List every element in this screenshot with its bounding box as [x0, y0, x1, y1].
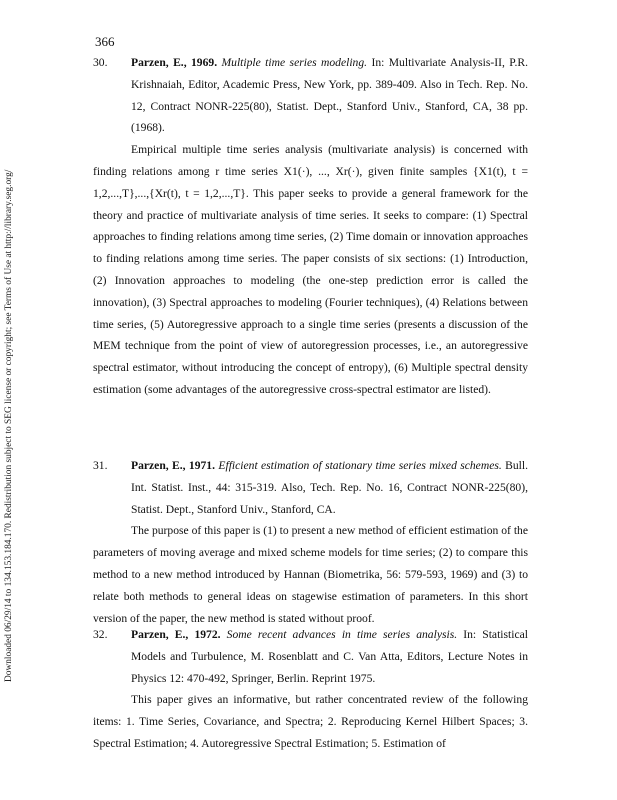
page-number: 366 [95, 34, 115, 49]
reference-abstract: This paper gives an informative, but rather concentrated review of the following items: 1. Time Series, Covariance, and Spectra; 2. Reproducing Kernel Hilbert Spaces; 3. Spectral Estimation; 4. Autoregressive Spectral Estimation; 5. Estimation of [93, 693, 528, 750]
reference-citation [93, 455, 528, 520]
reference-title: Some recent advances in time series analysis. [226, 628, 458, 641]
reference-author: Parzen, E., 1972. [131, 628, 221, 641]
reference-entry [93, 624, 528, 755]
reference-number: 30. [93, 56, 108, 69]
reference-author: Parzen, E., 1969. [131, 56, 218, 69]
reference-entry [93, 455, 528, 629]
reference-abstract: Empirical multiple time series analysis (multivariate analysis) is concerned with finding relations among r time series X1(·), ..., Xr(·), given finite samples {X1(t), t = 1,2,...,T},...,{Xr(t), t = 1,2,...,T}. This paper seeks to provide a general framework for the theory and practice of multivariate analysis of time series. It seeks to compare: (1) Spectral approaches to finding relations among time series, (2) Time domain or innovation approaches to finding relations among time series. The paper consists of six sections: (1) Introduction, (2) Innovation approaches to modeling (the one-step prediction error is called the innovation), (3) Spectral approaches to modeling (Fourier techniques), (4) Relations between time series, (5) Autoregressive approach to a single time series (presents a discussion of the MEM technique from the point of view of autoregression processes, i.e., an autoregressive spectral estimator, without introducing the concept of entropy), (6) Multiple spectral density estimation (some advantages of the autoregressive cross-spectral estimator are listed). [93, 143, 528, 396]
reference-entry [93, 52, 528, 401]
reference-title: Multiple time series modeling. [221, 56, 368, 69]
reference-citation [93, 52, 528, 139]
reference-author: Parzen, E., 1971. [131, 459, 216, 472]
reference-citation [93, 624, 528, 689]
reference-details: In: Statistical Models and Turbulence, M. Rosenblatt and C. Van Atta, Editors, Lecture Notes in Physics 12: 470-492, Springer, Berlin. Reprint 1975. [131, 628, 528, 685]
reference-title: Efficient estimation of stationary time series mixed schemes. [218, 459, 502, 472]
reference-details: In: Multivariate Analysis-II, P.R. Krishnaiah, Editor, Academic Press, New York, pp. 389-409. Also in Tech. Rep. No. 12, Contract NONR-225(80), Statist. Dept., Stanford Univ., Stanford, CA, 38 pp. (1968). [131, 56, 528, 135]
reference-details: Bull. Int. Statist. Inst., 44: 315-319. Also, Tech. Rep. No. 16, Contract NONR-225(80), Statist. Dept., Stanford Univ., Stanford, CA. [131, 459, 529, 516]
reference-number: 31. [93, 459, 108, 472]
download-notice: Downloaded 06/29/14 to 134.153.184.170. Redistribution subject to SEG license or copyright; see Terms of Use at http://library.seg.org/ [4, 169, 14, 682]
reference-number: 32. [93, 628, 108, 641]
reference-abstract: The purpose of this paper is (1) to present a new method of efficient estimation of the parameters of moving average and mixed scheme models for time series; (2) to compare this method to a new method introduced by Hannan (Biometrika, 56: 579-593, 1969) and (3) to relate both methods to general ideas on stagewise estimation of parameters. In this short version of the paper, the new method is stated without proof. [93, 524, 528, 625]
